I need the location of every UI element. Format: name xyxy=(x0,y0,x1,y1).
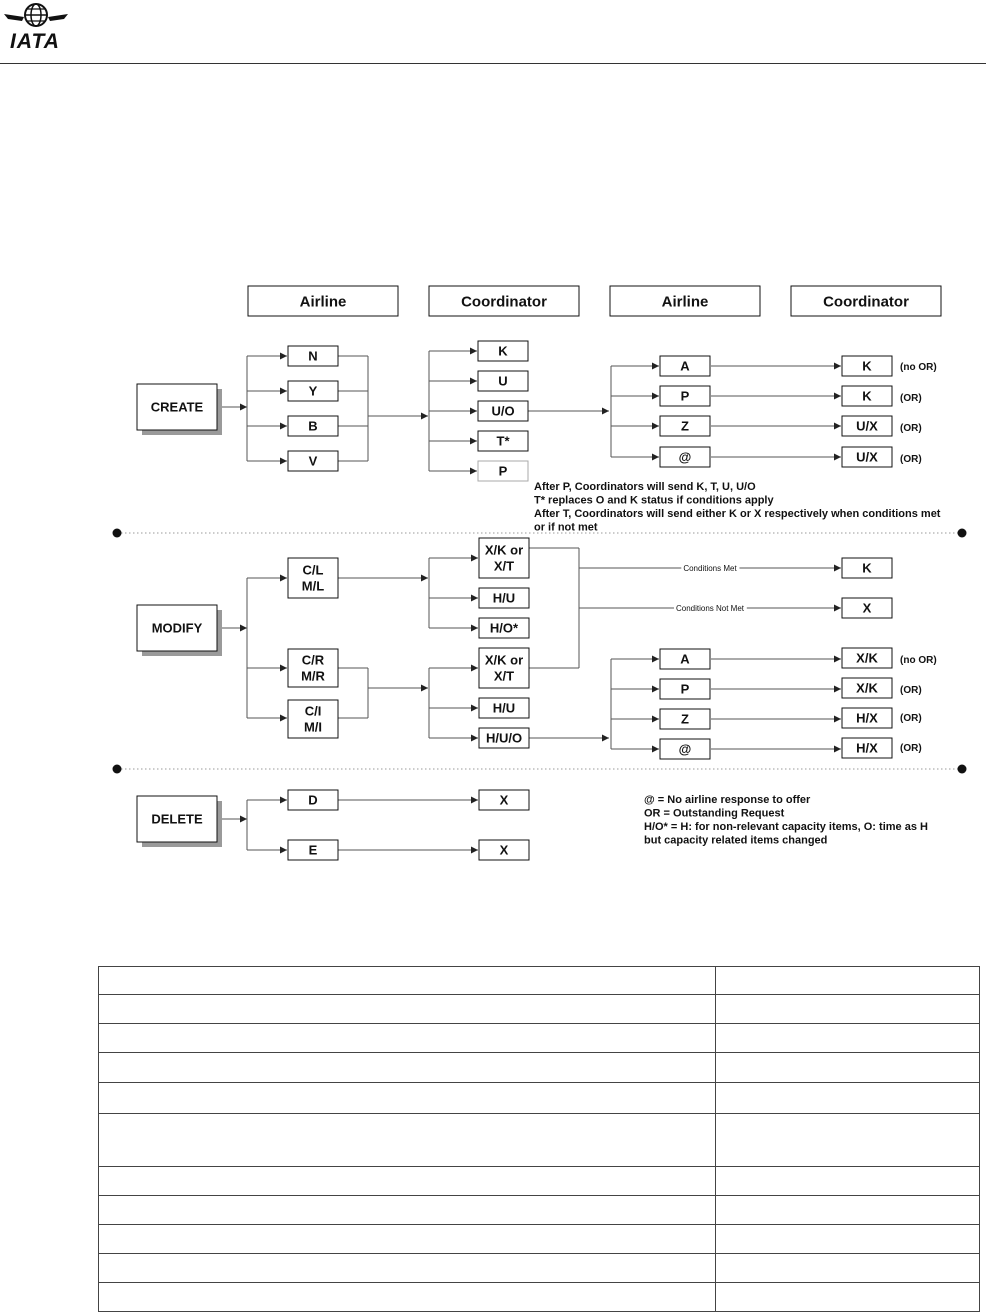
modify-upper-coordinator-code-label-line: H/U xyxy=(492,590,516,606)
modify-final-note-line: (no OR) xyxy=(900,655,937,666)
modify-condition-code-label-line: K xyxy=(862,560,872,576)
create-note xyxy=(534,495,774,507)
create-airline-response-label-line: P xyxy=(680,388,690,404)
table-cell-description xyxy=(99,1024,716,1053)
modify-lower-coordinator-code xyxy=(479,698,529,718)
modify-airline-response-label-line: P xyxy=(680,681,690,697)
create-final-code xyxy=(842,447,892,467)
table-row xyxy=(99,1024,980,1053)
create-box-label-line: CREATE xyxy=(150,399,204,415)
create-airline-response-label xyxy=(681,389,690,404)
create-coordinator-code-label xyxy=(498,344,508,359)
modify-condition-label-line: Conditions Met xyxy=(683,564,737,573)
legend-line-line: @ = No airline response to offer xyxy=(644,794,811,806)
modify-final-code-label xyxy=(856,651,878,666)
table-row xyxy=(99,1167,980,1196)
create-coordinator-code-label-line: U/O xyxy=(491,403,515,419)
create-airline-code-label-line: B xyxy=(308,418,318,434)
modify-airline-response-label-line: Z xyxy=(681,711,689,727)
create-coordinator-code xyxy=(478,371,528,391)
modify-airline-response xyxy=(660,679,710,699)
column-header-label-line: Airline xyxy=(661,293,709,311)
modify-airline-response-label xyxy=(681,712,689,727)
modify-condition-code-label-line: X xyxy=(862,600,872,616)
create-note xyxy=(534,508,941,520)
separator-create-modify-dot xyxy=(958,529,967,538)
table-row xyxy=(99,1225,980,1254)
legend-line-line: but capacity related items changed xyxy=(644,834,828,847)
table-cell-code xyxy=(716,1114,980,1167)
create-airline-code xyxy=(288,381,338,401)
table-cell-description xyxy=(99,1225,716,1254)
table-cell-description xyxy=(99,1053,716,1083)
create-note-line: or if not met xyxy=(534,521,598,534)
create-final-note-line: (no OR) xyxy=(900,362,937,373)
create-note-line: After T, Coordinators will send either K or X respectively when conditions met xyxy=(534,508,941,520)
table-cell-code xyxy=(716,1196,980,1225)
modify-condition-code xyxy=(842,598,892,618)
modify-box-label xyxy=(152,621,203,636)
table-row xyxy=(99,1196,980,1225)
modify-upper-coordinator-code-label xyxy=(493,591,515,606)
modify-lower-coordinator-code-label-line: H/U xyxy=(492,700,516,716)
modify-airline-code xyxy=(288,649,338,687)
column-header xyxy=(429,286,579,316)
logo-text: IATA xyxy=(10,30,60,53)
create-airline-response-label-line: @ xyxy=(678,449,692,465)
modify-airline-code-label-line: C/L xyxy=(302,562,324,578)
create-airline-code xyxy=(288,451,338,471)
table-cell-description xyxy=(99,1083,716,1114)
create-final-code-label-line: U/X xyxy=(856,449,878,465)
create-airline-response-label xyxy=(680,359,690,374)
create-airline-response xyxy=(660,356,710,376)
modify-upper-coordinator-code-label xyxy=(490,621,519,636)
modify-final-note xyxy=(900,685,922,696)
column-header-label-line: Coordinator xyxy=(823,293,909,311)
create-final-note xyxy=(900,454,922,465)
modify-box xyxy=(137,605,222,656)
table-cell-description xyxy=(99,995,716,1024)
create-final-note xyxy=(900,423,922,434)
create-coordinator-code-label-line: P xyxy=(498,463,508,479)
delete-box-label xyxy=(151,812,203,827)
table-row xyxy=(99,1254,980,1283)
table-cell-description xyxy=(99,967,716,995)
modify-airline-response-label xyxy=(679,742,692,757)
modify-airline-code-label xyxy=(304,704,322,735)
legend-line xyxy=(644,794,811,806)
modify-airline-code-label-line: M/L xyxy=(301,578,325,594)
modify-final-note xyxy=(900,655,937,666)
table-cell-code xyxy=(716,995,980,1024)
modify-lower-coordinator-code xyxy=(479,648,529,688)
create-note xyxy=(534,522,598,534)
create-airline-code-label-line: Y xyxy=(308,383,318,399)
create-airline-code-label-line: V xyxy=(308,453,318,469)
create-note xyxy=(534,481,756,493)
create-airline-response xyxy=(660,386,710,406)
create-final-code xyxy=(842,356,892,376)
create-airline-code-label xyxy=(308,349,317,364)
legend-line-line: H/O* = H: for non-relevant capacity items, O: time as H xyxy=(644,821,928,833)
create-coordinator-code-label-line: U xyxy=(498,373,508,389)
delete-coordinator-code-label xyxy=(500,843,509,858)
table-row xyxy=(99,967,980,995)
modify-box-label-line: MODIFY xyxy=(151,620,203,636)
modify-airline-code-label xyxy=(302,563,324,594)
modify-final-code-label-line: X/K xyxy=(856,650,878,666)
table-cell-code xyxy=(716,1225,980,1254)
create-final-code-label-line: U/X xyxy=(856,418,878,434)
modify-upper-coordinator-code-label-line: H/O* xyxy=(489,620,519,636)
create-coordinator-code-label-line: K xyxy=(498,343,508,359)
create-airline-response xyxy=(660,416,710,436)
create-box-label xyxy=(151,400,204,415)
table-cell-code xyxy=(716,967,980,995)
modify-final-note xyxy=(900,743,922,754)
create-final-note xyxy=(900,362,937,373)
table-row xyxy=(99,1053,980,1083)
table-row xyxy=(99,1083,980,1114)
modify-condition-label xyxy=(676,604,745,613)
modify-final-code-label-line: H/X xyxy=(856,710,878,726)
modify-final-note-line: (OR) xyxy=(900,713,922,724)
modify-airline-response xyxy=(660,649,710,669)
create-note-line: After P, Coordinators will send K, T, U, U/O xyxy=(534,481,756,493)
modify-airline-response-label xyxy=(681,682,690,697)
column-header-label-line: Coordinator xyxy=(461,293,547,311)
table-cell-code xyxy=(716,1254,980,1283)
create-final-code-label-line: K xyxy=(862,388,872,404)
table-cell-description xyxy=(99,1167,716,1196)
modify-final-code-label xyxy=(856,741,878,756)
modify-final-code xyxy=(842,678,892,698)
column-header xyxy=(791,286,941,316)
modify-airline-code-label-line: M/R xyxy=(301,668,325,684)
create-final-code xyxy=(842,416,892,436)
column-header-label xyxy=(461,293,547,310)
create-final-note-line: (OR) xyxy=(900,393,922,404)
table-row xyxy=(99,1114,980,1167)
column-header-label xyxy=(823,293,909,310)
delete-airline-code xyxy=(288,790,338,810)
table-cell-description xyxy=(99,1114,716,1167)
modify-condition-label xyxy=(683,564,737,573)
modify-final-note xyxy=(900,713,922,724)
create-final-code-label-line: K xyxy=(862,358,872,374)
create-airline-code xyxy=(288,346,338,366)
create-airline-response-label-line: A xyxy=(680,358,690,374)
create-final-code-label xyxy=(862,389,872,404)
create-final-note-line: (OR) xyxy=(900,454,922,465)
delete-coordinator-code-label-line: X xyxy=(499,792,509,808)
create-coordinator-code xyxy=(478,341,528,361)
create-airline-response-label-line: Z xyxy=(681,418,689,434)
delete-airline-code-label-line: D xyxy=(308,792,318,808)
table-cell-description xyxy=(99,1196,716,1225)
modify-condition-code xyxy=(842,558,892,578)
legend-line xyxy=(644,835,827,847)
modify-final-code-label xyxy=(856,681,878,696)
separator-modify-delete-dot xyxy=(113,765,122,774)
modify-airline-code-label-line: M/I xyxy=(303,719,323,735)
modify-upper-coordinator-code xyxy=(479,618,529,638)
create-coordinator-code-label xyxy=(499,464,508,479)
create-coordinator-code xyxy=(478,401,528,421)
create-final-code-label xyxy=(856,450,878,465)
modify-airline-response-label-line: A xyxy=(680,651,690,667)
modify-final-code xyxy=(842,738,892,758)
modify-lower-coordinator-code-label-line: X/K or xyxy=(484,652,524,668)
create-final-code-label xyxy=(856,419,878,434)
delete-airline-code-label xyxy=(308,793,317,808)
create-coordinator-code-label xyxy=(497,434,511,449)
create-box xyxy=(137,384,222,435)
modify-upper-coordinator-code xyxy=(479,588,529,608)
create-coordinator-code xyxy=(478,461,528,481)
delete-coordinator-code-label-line: X xyxy=(499,842,509,858)
create-final-note xyxy=(900,393,922,404)
create-airline-code-label xyxy=(309,384,318,399)
column-header-label-line: Airline xyxy=(299,293,347,311)
table-row xyxy=(99,995,980,1024)
create-airline-code-label xyxy=(309,454,318,469)
create-note-line: T* replaces O and K status if conditions apply xyxy=(534,494,774,507)
create-coordinator-code-label xyxy=(491,404,514,419)
column-header-label xyxy=(300,293,347,310)
create-airline-response xyxy=(660,447,710,467)
table-cell-code xyxy=(716,1024,980,1053)
create-final-note-line: (OR) xyxy=(900,423,922,434)
create-airline-response-label xyxy=(681,419,689,434)
column-header xyxy=(610,286,760,316)
separator-modify-delete-dot xyxy=(958,765,967,774)
legend-line xyxy=(644,808,785,820)
modify-airline-code-label-line: C/I xyxy=(304,703,322,719)
modify-airline-response xyxy=(660,739,710,759)
create-final-code-label xyxy=(862,359,872,374)
delete-coordinator-code xyxy=(479,790,529,810)
modify-final-note-line: (OR) xyxy=(900,685,922,696)
modify-airline-response xyxy=(660,709,710,729)
modify-condition-code-label xyxy=(863,601,872,616)
modify-final-note-line: (OR) xyxy=(900,743,922,754)
code-table xyxy=(98,966,980,1312)
modify-airline-response-label xyxy=(680,652,690,667)
modify-upper-coordinator-code xyxy=(479,538,529,578)
modify-upper-coordinator-code-label-line: X/T xyxy=(493,558,515,574)
create-airline-code xyxy=(288,416,338,436)
table-cell-code xyxy=(716,1167,980,1196)
delete-box xyxy=(137,796,222,847)
create-final-code xyxy=(842,386,892,406)
modify-upper-coordinator-code-label-line: X/K or xyxy=(484,542,524,558)
table-cell-description xyxy=(99,1254,716,1283)
create-airline-code-label-line: N xyxy=(308,348,318,364)
column-header xyxy=(248,286,398,316)
modify-airline-code-label-line: C/R xyxy=(301,652,325,668)
modify-airline-code xyxy=(288,700,338,738)
delete-coordinator-code xyxy=(479,840,529,860)
modify-airline-code xyxy=(288,558,338,598)
delete-airline-code xyxy=(288,840,338,860)
modify-lower-coordinator-code-label xyxy=(493,701,515,716)
modify-condition-label-line: Conditions Not Met xyxy=(675,604,745,613)
table-cell-code xyxy=(716,1083,980,1114)
delete-airline-code-label xyxy=(309,843,318,858)
table-row xyxy=(99,1283,980,1312)
modify-lower-coordinator-code-label-line: H/U/O xyxy=(485,730,523,746)
modify-condition-code-label xyxy=(862,561,872,576)
delete-box-label-line: DELETE xyxy=(151,811,203,827)
separator-create-modify-dot xyxy=(113,529,122,538)
modify-final-code-label-line: H/X xyxy=(856,740,878,756)
modify-final-code-label-line: X/K xyxy=(856,680,878,696)
table-cell-description xyxy=(99,1283,716,1312)
legend-line-line: OR = Outstanding Request xyxy=(644,807,785,820)
modify-lower-coordinator-code xyxy=(479,728,529,748)
modify-final-code xyxy=(842,648,892,668)
modify-final-code xyxy=(842,708,892,728)
modify-lower-coordinator-code-label xyxy=(486,731,522,746)
create-airline-response-label xyxy=(679,450,692,465)
create-airline-code-label xyxy=(308,419,317,434)
legend-line xyxy=(644,821,928,833)
table-cell-code xyxy=(716,1283,980,1312)
table-cell-code xyxy=(716,1053,980,1083)
delete-airline-code-label-line: E xyxy=(308,842,318,858)
create-coordinator-code-label xyxy=(498,374,507,389)
modify-lower-coordinator-code-label-line: X/T xyxy=(493,668,515,684)
modify-final-code-label xyxy=(856,711,878,726)
delete-coordinator-code-label xyxy=(500,793,509,808)
create-coordinator-code-label-line: T* xyxy=(496,433,510,449)
modify-airline-code-label xyxy=(301,653,325,684)
create-coordinator-code xyxy=(478,431,528,451)
column-header-label xyxy=(662,293,709,310)
modify-airline-response-label-line: @ xyxy=(678,741,692,757)
